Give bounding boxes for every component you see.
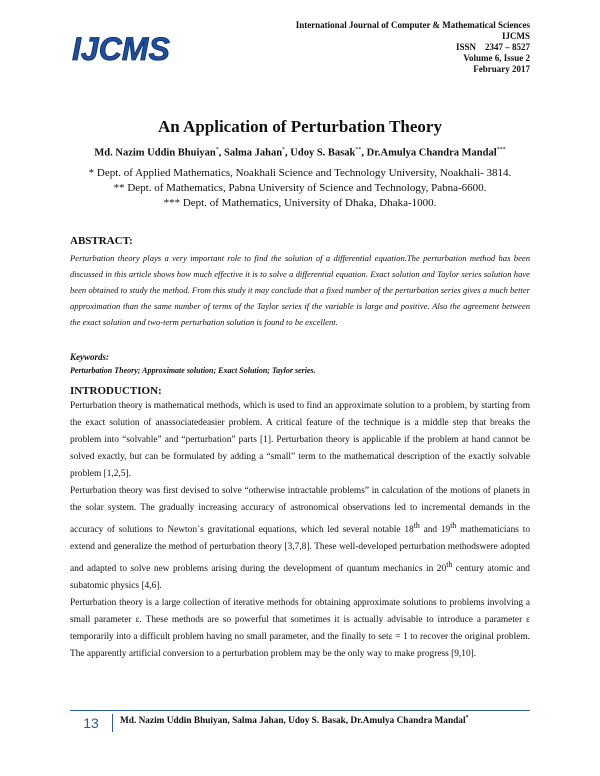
author-name: Dr.Amulya Chandra Mandal: [366, 147, 497, 159]
abstract-text: Perturbation theory plays a very important role to find the solution of a differential equation.The perturbation method has been discussed in this article shows how much effective it is to solve a differential equation. Exact solution and Taylor series solution have been obtained to study the method. From this study it may conclude that a fixed number of the perturbation series gives a much better approximation than the same number of terms of the Taylor series if the variable is large and positive. Also the agreement between the exact solution and two-term perturbation solution is found to be excellent.: [70, 253, 530, 327]
intro-text-run: Perturbation theory was first devised to solve “otherwise intractable problems” in calculation of the motions of planets in the solar system. The gradually increasing accuracy of astronomical observations led to incremental demands in the accuracy of solutions to Newton`s gravitational equations, which led several notable 18: [70, 486, 530, 536]
intro-paragraph: Perturbation theory is mathematical methods, which is used to find an approximate solution to a problem, by starting from the exact solution of anassociatedeasier problem. A critical feature of the technique is a middle step that breaks the problem into “solvable” and “perturbation” parts [1]. Perturbation theory is applicable if the problem at hand cannot be solved exactly, but can be formulated by adding a “small” term to the mathematical description of the exactly solvable problem [1,2,5].: [70, 401, 530, 479]
journal-name: International Journal of Computer & Mathematical Sciences: [295, 20, 530, 30]
ijcms-logo: [70, 30, 170, 66]
affiliation: ** Dept. of Mathematics, Pabna University of Science and Technology, Pabna-6600.: [113, 182, 487, 194]
intro-paragraph: Perturbation theory is a large collection of iterative methods for obtaining approximate solutions to problems involving a small parameter ε. These methods are so powerful that sometimes it is actually advisable to introduce a parameter ε temporarily into a difficult problem having no small parameter, and the finally to setε = 1 to recover the original problem. The apparently artificial conversion to a perturbation problem may be the only way to make progress [9,10].: [70, 598, 530, 660]
ordinal-suffix: th: [446, 560, 453, 570]
affiliation: * Dept. of Applied Mathematics, Noakhali Science and Technology University, Noakhali- 3814.: [88, 167, 512, 179]
keywords-text: Perturbation Theory; Approximate solution; Exact Solution; Taylor series.: [70, 366, 316, 375]
author-list: Md. Nazim Uddin Bhuiyan*, Salma Jahan*, Udoy S. Basak**, Dr.Amulya Chandra Mandal***: [94, 147, 506, 159]
ordinal-suffix: th: [450, 521, 457, 530]
introduction-body: [70, 398, 530, 663]
author-mark: ***: [496, 147, 506, 153]
footer-author-mark: *: [465, 715, 469, 721]
affiliations: [0, 166, 600, 211]
footer-authors: [120, 715, 469, 726]
journal-issn: ISSN 2347 – 8527: [455, 42, 530, 52]
journal-abbrev: IJCMS: [501, 31, 530, 41]
paper-title: An Application of Perturbation Theory: [158, 117, 442, 136]
journal-date: February 2017: [473, 64, 530, 74]
journal-info: [296, 20, 530, 75]
intro-paragraph: [70, 483, 530, 595]
footer-divider: [70, 710, 530, 711]
intro-text-run: century atomic and subatomic physics [4,6].: [70, 564, 530, 592]
ordinal-suffix: th: [413, 521, 420, 530]
footer-author-text: Md. Nazim Uddin Bhuiyan, Salma Jahan, Udoy S. Basak, Dr.Amulya Chandra Mandal: [120, 716, 466, 727]
introduction-heading: INTRODUCTION:: [70, 385, 162, 397]
affiliation: *** Dept. of Mathematics, University of Dhaka, Dhaka-1000.: [163, 197, 437, 209]
keywords-heading: Keywords:: [70, 352, 109, 362]
intro-text-run: and 19: [419, 525, 451, 536]
logo-text: IJCMS: [72, 31, 170, 66]
author-name: Salma Jahan: [223, 147, 283, 159]
journal-volume: Volume 6, Issue 2: [463, 53, 530, 63]
author-name: Udoy S. Basak: [290, 147, 356, 159]
author-mark: *: [215, 147, 219, 153]
intro-text-run: mathematicians to extend and generalize the method of perturbation theory [3,7,8]. These well-developed perturbation methodswere adopted and adapted to solve new problems arising during the development of quantum mechanics in 20: [70, 525, 531, 575]
abstract-heading: ABSTRACT:: [70, 235, 133, 247]
author-mark: *: [282, 147, 286, 153]
author-mark: **: [355, 147, 362, 153]
author-name: Md. Nazim Uddin Bhuiyan: [94, 147, 216, 159]
page-number: 13: [70, 714, 113, 732]
